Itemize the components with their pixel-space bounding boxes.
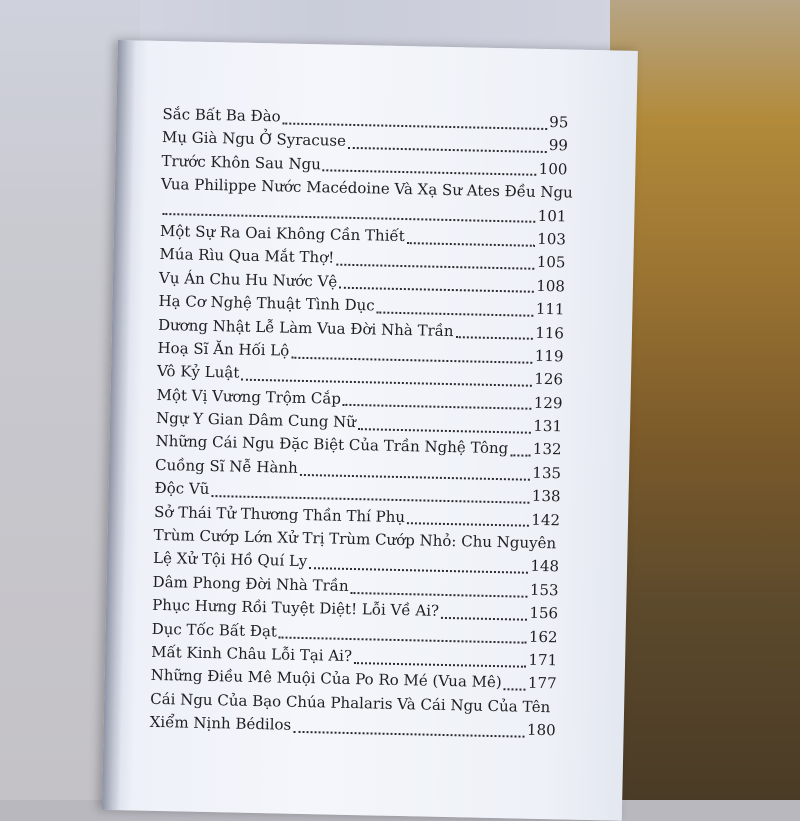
book-page <box>102 40 638 821</box>
toc-page-number: 148 <box>530 557 560 576</box>
toc-page-number: 162 <box>528 627 558 646</box>
toc-entry-title: Sắc Bất Ba Đào <box>162 104 281 126</box>
toc-entry-title: Múa Rìu Qua Mắt Thợ! <box>159 245 335 267</box>
toc-leader-dots <box>441 617 527 621</box>
toc-page-number: 138 <box>531 487 561 506</box>
table-of-contents <box>149 103 573 743</box>
toc-leader-dots <box>282 122 547 130</box>
toc-page-number: 116 <box>535 323 565 342</box>
toc-leader-dots <box>339 287 534 293</box>
toc-page-number: 177 <box>527 674 557 693</box>
toc-leader-dots <box>376 311 533 316</box>
toc-page-number: 99 <box>548 136 569 155</box>
toc-entry-title: Cuồng Sĩ Nễ Hành <box>154 455 298 477</box>
toc-entry-title: Dương Nhật Lễ Làm Vua Đời Nhà Trần <box>157 315 454 340</box>
toc-entry-title: Một Vị Vương Trộm Cắp <box>156 385 342 408</box>
toc-page-number: 132 <box>532 440 562 459</box>
toc-leader-dots <box>510 454 531 456</box>
toc-page-number: 119 <box>534 346 564 366</box>
toc-leader-dots <box>343 404 532 410</box>
toc-leader-dots <box>323 170 537 176</box>
toc-entry-title: Cái Ngu Của Bạo Chúa Phalaris Và Cái Ngu Của Tên <box>150 689 551 716</box>
toc-page-number: 108 <box>536 276 566 296</box>
toc-page-number: 131 <box>533 416 563 436</box>
toc-leader-dots <box>293 731 525 738</box>
toc-entry-title: Hạ Cơ Nghệ Thuật Tình Dục <box>158 292 375 315</box>
toc-entry-title: Vụ Án Chu Hu Nước Vệ <box>158 268 338 291</box>
toc-leader-dots <box>504 688 526 690</box>
toc-entry-title: Sở Thái Tử Thương Thần Thí Phụ <box>153 502 406 526</box>
toc-entry-title: Một Sự Ra Oai Không Cần Thiết <box>159 221 405 245</box>
toc-page-number: 129 <box>533 393 563 413</box>
toc-page-number: 101 <box>537 206 567 225</box>
toc-page-number: 126 <box>534 370 564 389</box>
background-right <box>610 0 800 800</box>
toc-leader-dots <box>336 264 535 270</box>
toc-entry-title: Độc Vũ <box>154 479 210 499</box>
toc-leader-dots <box>354 662 527 668</box>
toc-entry-title: Dâm Phong Đời Nhà Trần <box>152 572 349 595</box>
toc-page-number: 153 <box>529 580 559 600</box>
toc-page-number: 135 <box>532 463 562 483</box>
toc-entry-title: Hoạ Sĩ Ăn Hối Lộ <box>157 338 290 360</box>
toc-entry-title: Dục Tốc Bất Đạt <box>151 619 278 641</box>
toc-entry-title: Xiểm Nịnh Bédilos <box>149 712 292 734</box>
toc-leader-dots <box>350 591 527 597</box>
toc-entry-title: Ngự Y Gian Dâm Cung Nữ <box>155 408 357 432</box>
toc-leader-dots <box>300 473 531 480</box>
toc-page-number: 100 <box>538 159 568 179</box>
toc-entry-title: Vua Philippe Nước Macédoine Và Xạ Sư Ates Đều Ngu <box>160 175 573 202</box>
toc-entry-title: Phục Hưng Rồi Tuyệt Diệt! Lỗi Về Ai? <box>151 596 440 621</box>
toc-entry-title: Trùm Cướp Lớn Xử Trị Trùm Cướp Nhỏ: Chu Nguyên <box>153 525 557 553</box>
toc-leader-dots <box>358 428 531 434</box>
toc-page-number: 180 <box>526 720 556 740</box>
toc-page-number: 171 <box>528 650 558 670</box>
toc-page-number: 105 <box>536 253 566 272</box>
toc-leader-dots <box>279 637 527 644</box>
toc-entry-title: Lệ Xử Tội Hồ Quí Ly <box>152 549 308 571</box>
toc-entry-title: Vô Kỷ Luật <box>156 362 240 382</box>
toc-leader-dots <box>407 522 529 527</box>
toc-leader-dots <box>291 356 533 363</box>
toc-page-number: 103 <box>537 229 567 249</box>
toc-entry-title: Mất Kinh Châu Lỗi Tại Ai? <box>151 642 353 666</box>
toc-entry-title: Mụ Già Ngu Ở Syracuse <box>161 128 347 151</box>
toc-entry-title: Những Cái Ngu Đặc Biệt Của Trần Nghệ Tông <box>155 432 509 458</box>
toc-entry-title: Những Điều Mê Muội Của Po Ro Mé (Vua Mê) <box>150 666 502 692</box>
toc-page-number: 111 <box>535 299 565 319</box>
toc-leader-dots <box>455 336 533 340</box>
toc-leader-dots <box>309 567 528 574</box>
toc-leader-dots <box>348 147 547 153</box>
toc-page-number: 142 <box>531 510 561 530</box>
toc-page-number: 156 <box>529 603 559 623</box>
toc-entry-title: Trước Khôn Sau Ngu <box>161 151 322 174</box>
toc-leader-dots <box>407 242 536 247</box>
toc-page-number: 95 <box>549 113 569 132</box>
